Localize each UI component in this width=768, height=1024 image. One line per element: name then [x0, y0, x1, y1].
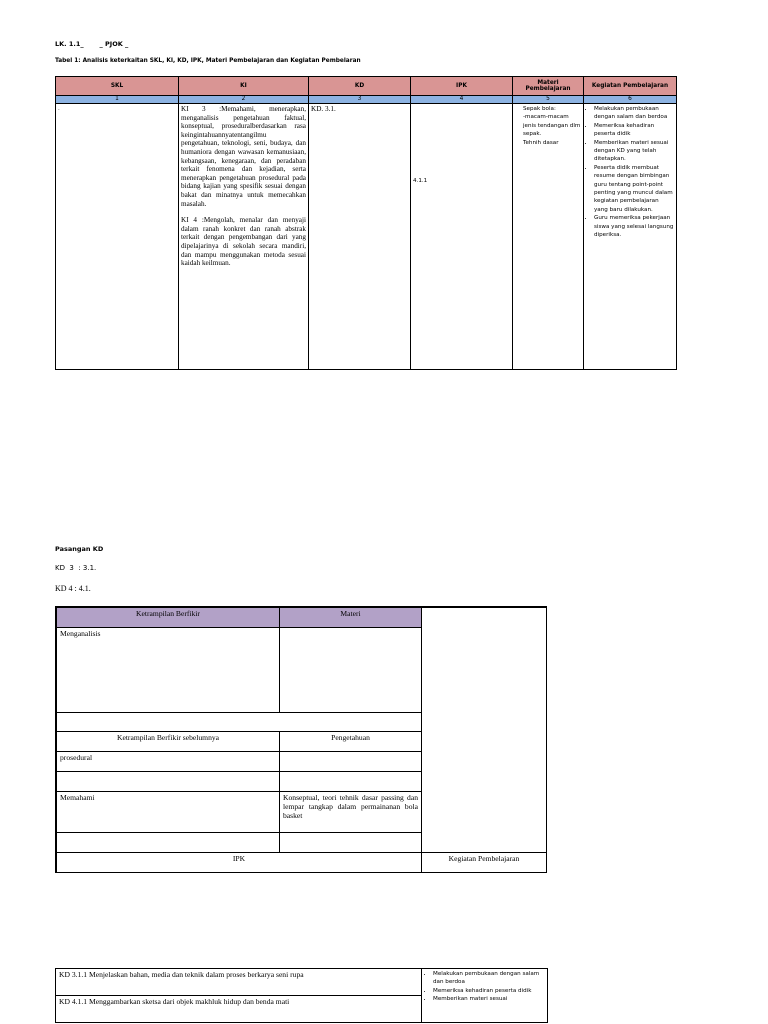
kegiatan-cell	[422, 969, 548, 1023]
header-kd: KD	[309, 77, 411, 96]
column-number: 5	[513, 96, 584, 104]
pasangan-kd3: KD 3 : 3.1.	[55, 564, 97, 572]
table-row	[56, 969, 548, 996]
materi-cell	[279, 627, 422, 713]
kegiatan-footer: Kegiatan Pembelajaran	[421, 852, 547, 873]
ipk-cell	[411, 104, 513, 370]
ki4-text: KI 4 :Mengolah, menalar dan menyaji dalam ranah konkret dan ranah abstrak terkait dengan pengembangan dari yang dipelajarinya di sekolah secara mandiri, dan mampu menggunakan metoda sesuai kaidah keilmuan.	[181, 216, 306, 268]
list-item: • Melakukan pembukaan dengan salam dan berdoa	[433, 970, 544, 987]
memahami-cell: Memahami	[56, 791, 280, 833]
materi-line: -macam-macam jenis tendangan dlm sepak.	[523, 114, 581, 138]
empty-row	[56, 712, 422, 732]
list-item: • Memeriksa kehadiran peserta didik	[594, 122, 674, 139]
kd311-cell: KD 3.1.1 Menjelaskan bahan, media dan teknik dalam proses berkarya seni rupa	[56, 969, 422, 996]
materi-line: Sepak bola:	[523, 106, 556, 112]
header-materi: Materi	[279, 607, 422, 628]
kd-cell: KD. 3.1.	[309, 104, 411, 370]
ketrampilan-table	[55, 606, 547, 873]
list-item: • Memberikan materi sesuai dengan KD yang telah ditetapkan.	[594, 139, 674, 164]
ipk-footer: IPK	[56, 852, 422, 873]
header-ipk: IPK	[411, 77, 513, 96]
analysis-table-body-row	[56, 104, 677, 370]
column-number: 3	[309, 96, 411, 104]
header-kegiatan: Kegiatan Pembelajaran	[584, 77, 677, 96]
list-item: • Peserta didik membuat resume dengan bimbingan guru tentang point-point penting yang muncul dalam kegiatan pembelajaran yang baru dilakukan.	[594, 164, 674, 214]
document-header-lk: LK. 1.1_ _ PJOK _	[55, 40, 129, 48]
pasangan-kd-title: Pasangan KD	[55, 545, 104, 553]
empty-cell	[279, 832, 422, 853]
ki3-text: KI 3 :Memahami, menerapkan, menganalisis pengetahuan faktual, konseptual, proseduralberdasarkan rasa keingintahuannyatentangilmu pengetahuan, teknologi, seni, budaya, dan humaniora dengan wawasan kemanusiaan, kebangsaan, kenegaraan, dan peradaban terkait fenomena dan kejadian, serta menerapkan pengetahuan prosedural pada bidang kajian yang spesifik sesuai dengan bakat dan minatnya untuk memecahkan masalah.	[181, 105, 306, 208]
header-materi: Materi Pembelajaran	[513, 77, 584, 96]
list-item: • Guru memeriksa pekerjaan siswa yang selesai langsung diperiksa.	[594, 214, 674, 239]
kegiatan-cell	[584, 104, 677, 370]
list-item: • Memberikan materi sesuai	[433, 995, 544, 1003]
table1-caption: Tabel 1: Analisis keterkaitan SKL, KI, KD, IPK, Materi Pembelajaran dan Kegiatan Pembelaran	[55, 58, 361, 64]
pengetahuan-header: Pengetahuan	[279, 731, 422, 752]
column-number: 2	[179, 96, 309, 104]
list-item: • Memeriksa kehadiran peserta didik	[433, 987, 544, 995]
column-number: 6	[584, 96, 677, 104]
empty-cell	[56, 832, 280, 853]
empty-cell	[279, 771, 422, 792]
ipk-value: 4.1.1	[413, 178, 428, 184]
column-number: 1	[56, 96, 179, 104]
empty-cell	[56, 771, 280, 792]
materi-cell	[513, 104, 584, 370]
menganalisis-cell: Menganalisis	[56, 627, 280, 713]
ketrampilan-sebelumnya-header: Ketrampilan Berfikir sebelumnya	[56, 731, 280, 752]
konseptual-cell: Konseptual, teori tehnik dasar passing dan lempar tangkap dalam permainanan bola basket	[279, 791, 422, 833]
analysis-table-header-row	[56, 77, 677, 96]
ki-cell	[179, 104, 309, 370]
prosedural-pengetahuan-cell	[279, 751, 422, 772]
kd411-cell: KD 4.1.1 Menggambarkan sketsa dari objek makhluk hidup dan benda mati	[56, 996, 422, 1023]
analysis-table-number-row	[56, 96, 677, 104]
kd-kegiatan-table	[55, 968, 548, 1023]
kegiatan-list	[425, 970, 544, 1004]
column-number: 4	[411, 96, 513, 104]
kegiatan-list	[586, 105, 674, 240]
header-ketrampilan-berfikir: Ketrampilan Berfikir	[56, 607, 280, 628]
skl-cell: .	[56, 104, 179, 370]
right-empty-cell	[421, 607, 547, 853]
header-skl: SKL	[56, 77, 179, 96]
materi-line: Tehnih dasar	[523, 139, 559, 146]
analysis-table	[55, 76, 677, 370]
header-ki: KI	[179, 77, 309, 96]
list-item: • Melakukan pembukaan dengan salam dan berdoa	[594, 105, 674, 122]
pasangan-kd4: KD 4 : 4.1.	[55, 584, 91, 593]
prosedural-cell: prosedural	[56, 751, 280, 772]
